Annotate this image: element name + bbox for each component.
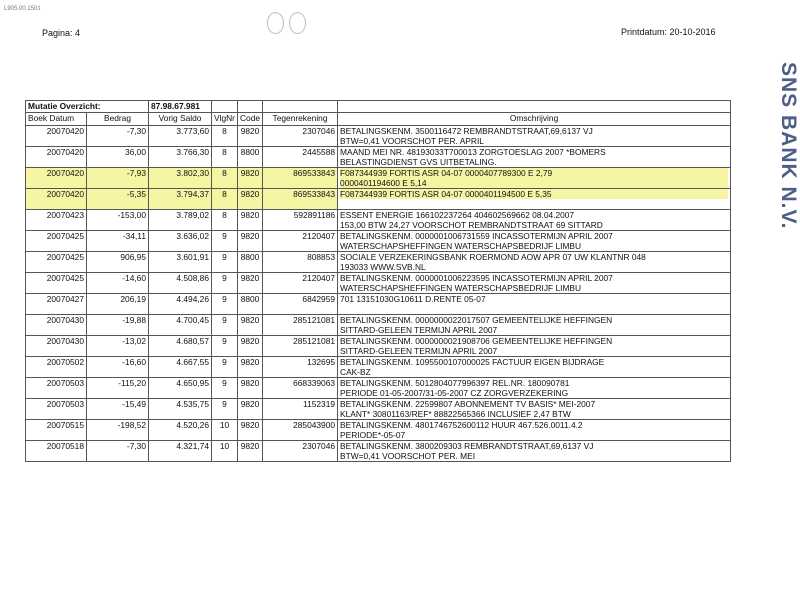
description	[338, 147, 731, 168]
amount: 36,00	[87, 147, 149, 168]
amount: -19,88	[87, 315, 149, 336]
previous-balance: 4.680,57	[149, 336, 212, 357]
counter-account: 2120407	[263, 273, 338, 294]
previous-balance: 3.766,30	[149, 147, 212, 168]
booking-date: 20070518	[26, 441, 87, 462]
description-line: BTW=0,41 VOORSCHOT PER. MEI	[340, 451, 476, 461]
table-row	[26, 378, 731, 399]
table-row	[26, 273, 731, 294]
description	[338, 168, 731, 189]
description	[338, 336, 731, 357]
amount: -34,11	[87, 231, 149, 252]
table-row	[26, 315, 731, 336]
amount: -7,93	[87, 168, 149, 189]
description	[338, 231, 731, 252]
counter-account: 285043900	[263, 420, 338, 441]
table-row	[26, 231, 731, 252]
amount: -14,60	[87, 273, 149, 294]
booking-date: 20070420	[26, 189, 87, 210]
previous-balance: 4.494,26	[149, 294, 212, 315]
table-row	[26, 210, 731, 231]
description	[338, 357, 731, 378]
previous-balance: 4.508,86	[149, 273, 212, 294]
description	[338, 189, 731, 210]
counter-account: 6842959	[263, 294, 338, 315]
sequence-number: 9	[212, 378, 238, 399]
description-line: WATERSCHAPSHEFFINGEN WATERSCHAPSBEDRIJF LIMBU	[340, 241, 582, 251]
description	[338, 210, 731, 231]
amount: -7,30	[87, 126, 149, 147]
scan-id: L905.00.1501	[4, 6, 41, 12]
table-row	[26, 126, 731, 147]
description-line: PERIODE 01-05-2007/31-05-2007 CZ ZORGVERZEKERING	[340, 388, 569, 398]
counter-account: 2445588	[263, 147, 338, 168]
booking-date: 20070423	[26, 210, 87, 231]
transaction-code: 9820	[238, 441, 263, 462]
description-line: SOCIALE VERZEKERINGSBANK ROERMOND AOW APR 07 UW KLANTNR 048	[340, 252, 646, 262]
description	[338, 252, 731, 273]
amount: -7,30	[87, 441, 149, 462]
description-line: ESSENT ENERGIE 166102237264 404602569662 08.04.2007	[340, 210, 575, 220]
counter-account: 2120407	[263, 231, 338, 252]
sequence-number: 9	[212, 252, 238, 273]
previous-balance: 3.789,02	[149, 210, 212, 231]
counter-account: 869533843	[263, 168, 338, 189]
description	[338, 378, 731, 399]
amount: -13,02	[87, 336, 149, 357]
amount: -198,52	[87, 420, 149, 441]
sequence-number: 9	[212, 294, 238, 315]
transaction-code: 9820	[238, 420, 263, 441]
amount: -16,60	[87, 357, 149, 378]
table-row	[26, 357, 731, 378]
transaction-code: 9820	[238, 189, 263, 210]
counter-account: 285121081	[263, 315, 338, 336]
sequence-number: 8	[212, 168, 238, 189]
amount: -153,00	[87, 210, 149, 231]
description-line: BETALINGSKENM. 0000000021908706 GEMEENTELIJKE HEFFINGEN	[340, 336, 613, 346]
description-line: BETALINGSKENM. 0000000022017507 GEMEENTELIJKE HEFFINGEN	[340, 315, 613, 325]
counter-account: 668339063	[263, 378, 338, 399]
counter-account: 808853	[263, 252, 338, 273]
previous-balance: 4.650,95	[149, 378, 212, 399]
transaction-code: 9820	[238, 231, 263, 252]
description-line: BETALINGSKENM. 5012804077996397 REL.NR. 180090781	[340, 378, 570, 388]
table-row	[26, 399, 731, 420]
table-title: Mutatie Overzicht:	[26, 101, 149, 113]
table-row	[26, 294, 731, 315]
booking-date: 20070503	[26, 399, 87, 420]
punch-hole	[289, 12, 306, 34]
booking-date: 20070427	[26, 294, 87, 315]
sequence-number: 9	[212, 336, 238, 357]
description-line	[340, 304, 728, 314]
sequence-number: 10	[212, 420, 238, 441]
description-line: PERIODE*-05-07	[340, 430, 406, 440]
description	[338, 441, 731, 462]
previous-balance: 4.667,55	[149, 357, 212, 378]
description	[338, 294, 731, 315]
transactions-table	[25, 100, 731, 462]
table-row	[26, 147, 731, 168]
sequence-number: 9	[212, 399, 238, 420]
table-row	[26, 336, 731, 357]
description-line: SITTARD-GELEEN TERMIJN APRIL 2007	[340, 346, 498, 356]
column-header: Vorig Saldo	[149, 113, 212, 126]
booking-date: 20070425	[26, 231, 87, 252]
description-line: BETALINGSKENM. 22599807 ABONNEMENT TV BASIS* MEI-2007	[340, 399, 596, 409]
description	[338, 273, 731, 294]
amount: -5,35	[87, 189, 149, 210]
description-line: F087344939 FORTIS ASR 04-07 0000401194500 E 5,35	[340, 189, 728, 199]
description-line: F087344939 FORTIS ASR 04-07 0000407789300 E 2,79	[340, 168, 728, 178]
previous-balance: 4.700,45	[149, 315, 212, 336]
previous-balance: 3.794,37	[149, 189, 212, 210]
column-header: Omschrijving	[338, 113, 731, 126]
counter-account: 2307046	[263, 126, 338, 147]
transaction-code: 9820	[238, 315, 263, 336]
transaction-code: 9820	[238, 399, 263, 420]
previous-balance: 4.535,75	[149, 399, 212, 420]
previous-balance: 4.520,26	[149, 420, 212, 441]
column-header: Bedrag	[87, 113, 149, 126]
description-line: SITTARD-GELEEN TERMIJN APRIL 2007	[340, 325, 498, 335]
sequence-number: 9	[212, 315, 238, 336]
previous-balance: 3.802,30	[149, 168, 212, 189]
description-line: CAK-BZ	[340, 367, 371, 377]
table-row	[26, 441, 731, 462]
transaction-code: 9820	[238, 357, 263, 378]
transaction-code: 9820	[238, 168, 263, 189]
transaction-code: 8800	[238, 252, 263, 273]
bank-logo: SNS BANK N.V.	[777, 62, 800, 230]
description	[338, 420, 731, 441]
amount: 206,19	[87, 294, 149, 315]
description-line: 701 13151030G10611 D.RENTE 05-07	[340, 294, 486, 304]
description-line: BETALINGSKENM. 4801746752600112 HUUR 467.526.0011.4.2	[340, 420, 583, 430]
table-row	[26, 420, 731, 441]
counter-account: 592891186	[263, 210, 338, 231]
table-row	[26, 252, 731, 273]
description	[338, 399, 731, 420]
description-line	[340, 199, 728, 209]
booking-date: 20070430	[26, 315, 87, 336]
transaction-code: 8800	[238, 294, 263, 315]
booking-date: 20070515	[26, 420, 87, 441]
sequence-number: 8	[212, 126, 238, 147]
booking-date: 20070420	[26, 147, 87, 168]
table-row	[26, 168, 731, 189]
transaction-code: 9820	[238, 210, 263, 231]
description-line: WATERSCHAPSHEFFINGEN WATERSCHAPSBEDRIJF LIMBU	[340, 283, 582, 293]
description-line: BELASTINGDIENST GVS UITBETALING.	[340, 157, 497, 167]
counter-account: 869533843	[263, 189, 338, 210]
sequence-number: 8	[212, 210, 238, 231]
sequence-number: 8	[212, 147, 238, 168]
column-header: VlgNr	[212, 113, 238, 126]
previous-balance: 3.773,60	[149, 126, 212, 147]
amount: -115,20	[87, 378, 149, 399]
sequence-number: 10	[212, 441, 238, 462]
description-line: BETALINGSKENM. 0000001006731559 INCASSOTERMIJN APRIL 2007	[340, 231, 613, 241]
punch-hole	[267, 12, 284, 34]
description-line: BETALINGSKENM. 0000001006223595 INCASSOTERMIJN APRIL 2007	[340, 273, 613, 283]
description-line: 153,00 BTW 24,27 VOORSCHOT REMBRANDTSTRAAT 69 SITTARD	[340, 220, 603, 230]
previous-balance: 3.601,91	[149, 252, 212, 273]
booking-date: 20070503	[26, 378, 87, 399]
table-row	[26, 189, 731, 210]
description-line: BETALINGSKENM. 1095500107000025 FACTUUR EIGEN BIJDRAGE	[340, 357, 605, 367]
sequence-number: 9	[212, 273, 238, 294]
booking-date: 20070430	[26, 336, 87, 357]
description-line: 193033 WWW.SVB.NL	[340, 262, 426, 272]
transaction-code: 9820	[238, 378, 263, 399]
counter-account: 285121081	[263, 336, 338, 357]
sequence-number: 9	[212, 357, 238, 378]
counter-account: 2307046	[263, 441, 338, 462]
description-line: MAAND MEI NR. 48193033T700013 ZORGTOESLAG 2007 *BOMERS	[340, 147, 606, 157]
description-line: 0000401194600 E 5,14	[340, 178, 728, 188]
sequence-number: 9	[212, 231, 238, 252]
description	[338, 126, 731, 147]
amount: -15,49	[87, 399, 149, 420]
table-title-row	[26, 101, 731, 113]
description-line: BETALINGSKENM. 3800209303 REMBRANDTSTRAAT,69,6137 VJ	[340, 441, 594, 451]
previous-balance: 3.636,02	[149, 231, 212, 252]
description-line: BETALINGSKENM. 3500116472 REMBRANDTSTRAAT,69,6137 VJ	[340, 126, 593, 136]
transaction-code: 9820	[238, 126, 263, 147]
column-header: Boek Datum	[26, 113, 87, 126]
booking-date: 20070420	[26, 168, 87, 189]
booking-date: 20070425	[26, 273, 87, 294]
amount: 906,95	[87, 252, 149, 273]
counter-account: 132695	[263, 357, 338, 378]
previous-balance: 4.321,74	[149, 441, 212, 462]
column-header-row	[26, 113, 731, 126]
column-header: Tegenrekening	[263, 113, 338, 126]
page-number: Pagina: 4	[42, 28, 81, 38]
counter-account: 1152319	[263, 399, 338, 420]
account-number: 87.98.67.981	[149, 101, 212, 113]
description	[338, 315, 731, 336]
description-line: BTW=0,41 VOORSCHOT PER. APRIL	[340, 136, 484, 146]
transaction-code: 9820	[238, 273, 263, 294]
transaction-code: 9820	[238, 336, 263, 357]
column-header: Code	[238, 113, 263, 126]
booking-date: 20070502	[26, 357, 87, 378]
sequence-number: 8	[212, 189, 238, 210]
booking-date: 20070425	[26, 252, 87, 273]
transaction-code: 8800	[238, 147, 263, 168]
description-line: KLANT* 30801163/REF* 88822565366 INCLUSIEF 2,47 BTW	[340, 409, 571, 419]
booking-date: 20070420	[26, 126, 87, 147]
print-date: Printdatum: 20-10-2016	[621, 27, 716, 37]
